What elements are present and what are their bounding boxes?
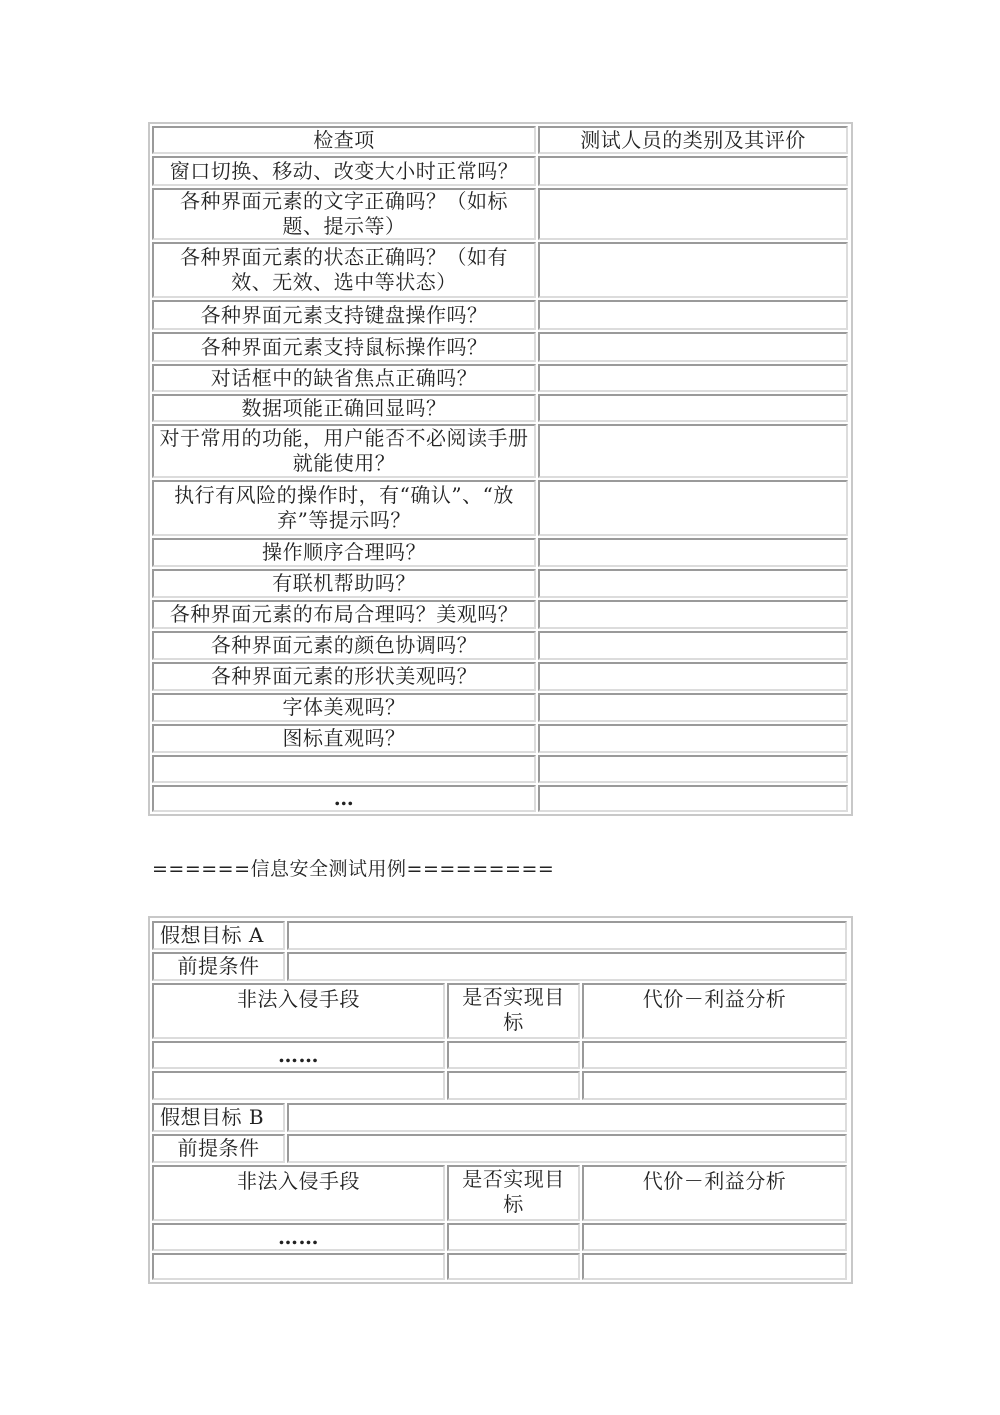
evaluation-cell[interactable] (538, 724, 848, 753)
check-item: 数据项能正确回显吗？ (152, 394, 536, 422)
evaluation-cell[interactable] (538, 693, 848, 722)
col-achieved: 是否实现目标 (447, 1165, 580, 1221)
check-item: 有联机帮助吗？ (152, 569, 536, 598)
header-evaluator: 测试人员的类别及其评价 (538, 126, 848, 154)
precondition-value[interactable] (287, 952, 847, 981)
cost-cell[interactable] (582, 1223, 847, 1251)
evaluation-cell[interactable] (538, 394, 848, 422)
precondition-label: 前提条件 (152, 1134, 285, 1163)
check-item: 各种界面元素支持鼠标操作吗？ (152, 332, 536, 362)
col-achieved: 是否实现目标 (447, 983, 580, 1039)
precondition-label: 前提条件 (152, 952, 285, 981)
col-cost-benefit: 代价－利益分析 (582, 983, 847, 1039)
cost-cell[interactable] (582, 1041, 847, 1069)
evaluation-cell[interactable] (538, 600, 848, 629)
means-cell[interactable] (152, 1071, 445, 1100)
check-item: 各种界面元素的状态正确吗？（如有效、无效、选中等状态） (152, 242, 536, 298)
check-item: 各种界面元素的文字正确吗？（如标题、提示等） (152, 188, 536, 240)
evaluation-cell[interactable] (538, 662, 848, 691)
evaluation-cell[interactable] (538, 424, 848, 478)
check-item: 各种界面元素的布局合理吗？美观吗？ (152, 600, 536, 629)
check-item: 对于常用的功能，用户能否不必阅读手册就能使用？ (152, 424, 536, 478)
col-intrusion-means: 非法入侵手段 (152, 983, 445, 1039)
achieved-cell[interactable] (447, 1041, 580, 1069)
evaluation-cell[interactable] (538, 188, 848, 240)
evaluation-cell[interactable] (538, 156, 848, 186)
goal-value[interactable] (287, 921, 847, 950)
evaluation-cell[interactable] (538, 755, 848, 783)
evaluation-cell[interactable] (538, 242, 848, 298)
check-item: 执行有风险的操作时，有“确认”、“放弃”等提示吗？ (152, 480, 536, 536)
evaluation-cell[interactable] (538, 300, 848, 330)
evaluation-cell[interactable] (538, 631, 848, 660)
header-check-item: 检查项 (152, 126, 536, 154)
ellipsis-row: … (152, 785, 536, 812)
col-cost-benefit: 代价－利益分析 (582, 1165, 847, 1221)
evaluation-cell[interactable] (538, 364, 848, 392)
check-item: 窗口切换、移动、改变大小时正常吗？ (152, 156, 536, 186)
evaluation-cell[interactable] (538, 538, 848, 567)
ellipsis-row: …… (152, 1041, 445, 1069)
achieved-cell[interactable] (447, 1253, 580, 1280)
check-item: 操作顺序合理吗？ (152, 538, 536, 567)
cost-cell[interactable] (582, 1071, 847, 1100)
check-item: 各种界面元素的颜色协调吗？ (152, 631, 536, 660)
achieved-cell[interactable] (447, 1223, 580, 1251)
check-item (152, 755, 536, 783)
cost-cell[interactable] (582, 1253, 847, 1280)
check-item: 字体美观吗？ (152, 693, 536, 722)
means-cell[interactable] (152, 1253, 445, 1280)
section-title: ======信息安全测试用例========= (152, 858, 555, 880)
check-item: 对话框中的缺省焦点正确吗？ (152, 364, 536, 392)
check-item: 图标直观吗？ (152, 724, 536, 753)
achieved-cell[interactable] (447, 1071, 580, 1100)
evaluation-cell[interactable] (538, 785, 848, 812)
evaluation-cell[interactable] (538, 480, 848, 536)
check-item: 各种界面元素支持键盘操作吗？ (152, 300, 536, 330)
ellipsis-row: …… (152, 1223, 445, 1251)
check-item: 各种界面元素的形状美观吗？ (152, 662, 536, 691)
evaluation-cell[interactable] (538, 569, 848, 598)
precondition-value[interactable] (287, 1134, 847, 1163)
evaluation-cell[interactable] (538, 332, 848, 362)
goal-value[interactable] (287, 1103, 847, 1132)
col-intrusion-means: 非法入侵手段 (152, 1165, 445, 1221)
goal-label: 假想目标 B (152, 1103, 285, 1132)
goal-label: 假想目标 A (152, 921, 285, 950)
